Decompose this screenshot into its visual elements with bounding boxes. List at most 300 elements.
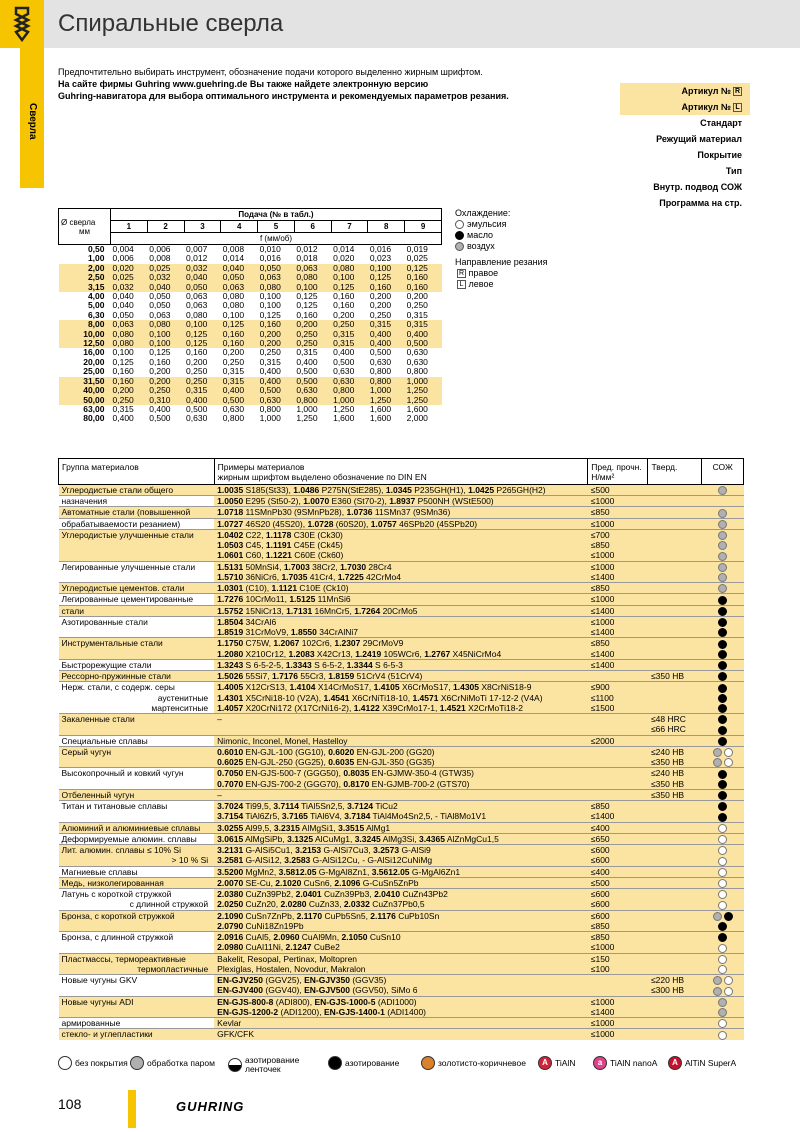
feed-cell: 0,080 <box>147 320 184 329</box>
material-examples: 0.6025 EN-GJL-250 (GG25), 0.6035 EN-GJL-350 (GG35) <box>214 757 588 768</box>
material-examples: EN-GJS-1200-2 (ADI1200), EN-GJS-1400-1 (ADI1400) <box>214 1007 588 1018</box>
feed-cell: 0,050 <box>149 300 171 311</box>
feed-cell: 0,160 <box>296 309 318 320</box>
hardness-cell <box>648 693 702 703</box>
feed-cell: 0,630 <box>369 356 392 367</box>
coolant-cell <box>702 801 744 812</box>
diameter-cell: 25,00 <box>83 366 105 377</box>
feed-cell: 0,100 <box>184 320 221 329</box>
coolant-cell <box>702 855 744 866</box>
hardness-cell <box>648 855 702 866</box>
material-examples: 1.0727 46S20 (45S20), 1.0728 (60S20), 1.0757 46SPb20 (45SPb20) <box>214 518 588 529</box>
feed-cell: 0,080 <box>111 330 148 339</box>
feed-cell: 0,315 <box>222 366 245 377</box>
strength-cell: ≤1000 <box>588 518 648 529</box>
material-group <box>59 550 215 561</box>
feed-cell: 1,000 <box>405 377 442 386</box>
strength-cell: ≤500 <box>588 877 648 888</box>
feed-cell: 0,630 <box>258 396 295 405</box>
diameter-cell: 0,50 <box>87 244 105 254</box>
feed-cell: 1,250 <box>333 403 355 414</box>
diameter-cell: 2,50 <box>59 273 111 282</box>
feed-cell: 0,200 <box>147 377 184 386</box>
table-row <box>59 866 744 877</box>
coolant-cell <box>702 627 744 638</box>
table-row <box>59 496 744 507</box>
feed-cell: 0,040 <box>112 300 134 311</box>
coolant-dot-icon <box>718 857 727 866</box>
intro-text: Предпочтительно выбирать инструмент, обозначение подачи которого выделенно жирным шрифтом. На сайте фирмы Guhring www.guehring.de Вы также найдете электронную версию Guhring-навигатора для выбора оптимального инструмента и рекомендуемых параметров резания. <box>58 67 509 101</box>
coolant-cell <box>702 833 744 844</box>
feed-cell: 0,400 <box>259 366 281 377</box>
coolant-cell <box>702 910 744 921</box>
hardness-cell <box>648 1018 702 1029</box>
coolant-dot-icon <box>718 573 727 582</box>
material-group <box>59 627 215 638</box>
table-row <box>59 561 744 572</box>
feed-cell: 0,100 <box>259 291 281 302</box>
table-row <box>59 889 744 900</box>
feed-cell: 0,160 <box>405 273 442 282</box>
material-examples: 2.0790 CuNi18Zn19Pb <box>214 921 588 932</box>
feed-cell: 0,080 <box>186 309 208 320</box>
diameter-cell: 2,00 <box>59 264 111 273</box>
hardness-cell: ≤350 HB <box>648 757 702 768</box>
table-row <box>59 485 744 496</box>
material-examples: 1.4301 X5CrNi18-10 (V2A), 1.4541 X6CrNiTi18-10, 1.4571 X6CrNiMoTi 17-12-2 (V4A) <box>214 693 588 703</box>
feed-cell: 0,630 <box>294 386 331 395</box>
material-examples: 0.7070 EN-GJS-700-2 (GGG70), 0.8170 EN-GJMB-700-2 (GTS70) <box>214 779 588 790</box>
coating-label: без покрытия <box>75 1057 128 1068</box>
strength-cell <box>588 768 648 779</box>
cooling-air: воздух <box>455 241 548 252</box>
coolant-cell <box>702 975 744 986</box>
feed-cell: 0,040 <box>184 273 221 282</box>
coating-label: TiAlN <box>555 1057 576 1068</box>
coolant-dot-icon <box>718 824 727 833</box>
feed-cell: 0,400 <box>221 386 258 395</box>
material-group: стекло- и углепластики <box>59 1029 215 1040</box>
strength-cell <box>588 724 648 735</box>
coating-legend-item <box>668 1056 736 1070</box>
table-row <box>59 996 744 1007</box>
table-row <box>59 768 744 779</box>
coolant-dot-icon <box>718 802 727 811</box>
coolant-cell <box>702 496 744 507</box>
feed-cell: 0,025 <box>406 253 428 264</box>
material-table <box>58 458 744 1040</box>
legend-item: Программа на стр. <box>659 198 742 208</box>
coolant-cell <box>702 811 744 822</box>
coolant-dot-icon <box>718 563 727 572</box>
cooling-legend: Охлаждение: эмульсия масло воздух Направление резания R правое L левое <box>455 208 548 289</box>
table-row <box>59 627 744 638</box>
drill-logo-icon <box>0 0 44 48</box>
strength-cell: ≤600 <box>588 889 648 900</box>
material-group: Медь, низколегированная <box>59 877 215 888</box>
table-row <box>59 757 744 768</box>
feed-cell: 0,125 <box>296 300 318 311</box>
strength-cell: ≤850 <box>588 540 648 550</box>
diameter-cell: 50,00 <box>59 396 111 405</box>
legend-item: Покрытие <box>697 150 742 160</box>
feed-cell: 0,800 <box>259 403 281 414</box>
diameter-cell: 10,00 <box>59 330 111 339</box>
hardness-cell <box>648 942 702 953</box>
feed-cell: 0,032 <box>147 273 184 282</box>
legend-item: Артикул № R <box>620 83 750 99</box>
hardness-cell <box>648 964 702 975</box>
table-row <box>59 910 744 921</box>
hardness-cell: ≤350 HB <box>648 671 702 682</box>
strength-cell: ≤100 <box>588 964 648 975</box>
direction-right: R правое <box>458 268 499 278</box>
strength-cell: ≤1100 <box>588 693 648 703</box>
feed-cell: 0,160 <box>368 283 405 292</box>
material-examples: 0.6010 EN-GJL-100 (GG10), 0.6020 EN-GJL-200 (GG20) <box>214 746 588 757</box>
feed-cell: 0,500 <box>258 386 295 395</box>
coolant-dot-icon <box>718 552 727 561</box>
table-row <box>59 703 744 714</box>
coating-label: азотирование ленточек <box>245 1055 300 1074</box>
feed-cell: 0,004 <box>112 244 134 254</box>
strength-cell: ≤650 <box>588 833 648 844</box>
feed-cell: 0,125 <box>149 347 171 358</box>
direction-box-icon: R <box>734 88 741 96</box>
feed-cell: 0,400 <box>184 396 221 405</box>
coating-label: золотисто-коричневое <box>438 1057 526 1068</box>
diameter-cell: 8,00 <box>59 320 111 329</box>
feed-cell: 0,160 <box>221 339 258 348</box>
feed-cell: 0,063 <box>111 320 148 329</box>
diameter-cell: 4,00 <box>87 291 105 302</box>
material-examples: 3.0615 AlMgSiPb, 3.1325 AlCuMg1, 3.3245 AlMg3Si, 3.4365 AlZnMgCu1,5 <box>214 833 588 844</box>
coolant-dot-icon <box>713 976 722 985</box>
feed-cell: 0,315 <box>184 386 221 395</box>
air-dot-icon <box>455 242 464 251</box>
feed-cell: 2,000 <box>406 413 428 424</box>
material-group: Отбеленный чугун <box>59 789 215 800</box>
coolant-dot-icon <box>718 726 727 735</box>
material-group <box>59 649 215 660</box>
coolant-dot-icon <box>718 868 727 877</box>
right-box-icon: R <box>458 270 465 278</box>
coolant-cell <box>702 932 744 943</box>
page-number: 108 <box>58 1096 82 1112</box>
coolant-cell <box>702 724 744 735</box>
feed-cell: 0,012 <box>186 253 208 264</box>
strength-cell: ≤1400 <box>588 1007 648 1018</box>
strength-cell <box>588 746 648 757</box>
strength-cell <box>588 985 648 996</box>
feed-cell: 0,032 <box>111 283 148 292</box>
legend-item: Тип <box>725 166 742 176</box>
feed-cell: 0,006 <box>149 244 171 254</box>
table-row <box>59 518 744 529</box>
page-title: Спиральные сверла <box>58 10 284 37</box>
material-group: Деформируемые алюмин. сплавы <box>59 833 215 844</box>
hardness-header: Тверд. <box>648 459 702 485</box>
material-group <box>59 811 215 822</box>
table-row <box>59 594 744 605</box>
hardness-cell <box>648 703 702 714</box>
material-examples: 2.0070 SE-Cu, 2.1020 CuSn6, 2.1096 G-CuSn5ZnPb <box>214 877 588 888</box>
feed-cell: 1,600 <box>406 403 428 414</box>
feed-cell: 0,014 <box>222 253 245 264</box>
material-examples: 1.5752 15NiCr13, 1.7131 16MnCr5, 1.7264 20CrMo5 <box>214 605 588 616</box>
strength-cell: ≤850 <box>588 583 648 594</box>
feed-cell: 0,080 <box>222 291 245 302</box>
material-examples: Nimonic, Inconel, Monel, Hastelloy <box>214 735 588 746</box>
material-examples: 1.5710 36NiCr6, 1.7035 41Cr4, 1.7225 42CrMo4 <box>214 572 588 583</box>
hardness-cell <box>648 932 702 943</box>
direction-left: L левое <box>455 279 548 290</box>
strength-cell: ≤1000 <box>588 942 648 953</box>
material-examples: 3.2131 G-AlSi5Cu1, 3.2153 G-AlSi7Cu3, 3.2573 G-AlSi9 <box>214 845 588 856</box>
material-group: Бронза, с короткой стружкой <box>59 910 215 921</box>
feed-cell: 0,010 <box>259 244 281 254</box>
coolant-cell <box>702 889 744 900</box>
coolant-cell <box>702 507 744 518</box>
table-row <box>59 572 744 583</box>
coolant-cell <box>702 659 744 670</box>
feed-cell: 0,250 <box>369 309 392 320</box>
feed-cell: 0,100 <box>331 273 368 282</box>
coolant-dot-icon <box>724 976 733 985</box>
coolant-dot-icon <box>718 541 727 550</box>
oil-dot-icon <box>455 231 464 240</box>
feed-cell: 0,250 <box>331 320 368 329</box>
coolant-cell <box>702 779 744 790</box>
feed-cell: 0,006 <box>112 253 134 264</box>
feed-cell: 0,500 <box>333 356 355 367</box>
feed-cell: 0,100 <box>259 300 281 311</box>
material-examples: 3.0255 Al99,5, 3.2315 AlMgSi1, 3.3515 AlMg1 <box>214 822 588 833</box>
feed-col-header: 5 <box>258 221 295 233</box>
legend-item: Режущий материал <box>656 134 742 144</box>
table-row <box>59 921 744 932</box>
coolant-cell <box>702 1007 744 1018</box>
hardness-cell <box>648 910 702 921</box>
material-group: аустенитные <box>157 692 209 703</box>
feed-cell: 0,125 <box>296 291 318 302</box>
material-examples: EN-GJS-800-8 (ADI800), EN-GJS-1000-5 (ADI1000) <box>214 996 588 1007</box>
feed-cell: 0,250 <box>259 347 281 358</box>
feed-cell: 0,125 <box>259 309 281 320</box>
feed-cell: 0,800 <box>331 386 368 395</box>
material-group <box>59 779 215 790</box>
feed-cell: 0,160 <box>333 300 355 311</box>
material-examples: 1.3243 S 6-5-2-5, 1.3343 S 6-5-2, 1.3344 S 6-5-3 <box>214 659 588 670</box>
feed-cell: 0,800 <box>222 413 245 424</box>
hardness-cell <box>648 572 702 583</box>
feed-cell: 0,050 <box>221 273 258 282</box>
hardness-cell <box>648 1007 702 1018</box>
material-group <box>59 757 215 768</box>
material-group <box>59 572 215 583</box>
strength-cell: ≤2000 <box>588 735 648 746</box>
material-group: Инструментальные стали <box>59 638 215 649</box>
feed-col-header: 7 <box>331 221 368 233</box>
coating-legend-item <box>421 1056 526 1070</box>
feed-cell: 1,250 <box>296 413 318 424</box>
table-row <box>59 507 744 518</box>
strength-cell: ≤850 <box>588 638 648 649</box>
coolant-cell <box>702 703 744 714</box>
strength-cell: ≤1400 <box>588 811 648 822</box>
material-group: Алюминий и алюминиевые сплавы <box>59 822 215 833</box>
coolant-dot-icon <box>718 901 727 910</box>
material-examples: – <box>214 714 588 725</box>
material-group: Нерж. стали, с содерж. серы <box>59 682 215 693</box>
coolant-dot-icon <box>724 912 733 921</box>
hardness-cell <box>648 583 702 594</box>
feed-cell: 0,200 <box>149 366 171 377</box>
feed-cell: 0,080 <box>222 300 245 311</box>
material-examples: EN-GJV250 (GGV25), EN-GJV350 (GGV35) <box>214 975 588 986</box>
material-group <box>59 1007 215 1018</box>
hardness-cell: ≤240 HB <box>648 768 702 779</box>
table-row <box>59 414 442 423</box>
diameter-cell: 80,00 <box>83 413 105 424</box>
material-group: Пластмассы, термореактивные <box>59 953 215 964</box>
coolant-cell <box>702 605 744 616</box>
feed-cell: 0,630 <box>186 413 208 424</box>
coating-label: TiAlN nanoA <box>610 1057 658 1068</box>
material-examples: Bakelit, Resopal, Pertinax, Moltopren <box>214 953 588 964</box>
material-examples: 2.0980 CuAl11Ni, 2.1247 CuBe2 <box>214 942 588 953</box>
material-examples: 1.5026 55Si7, 1.7176 55Cr3, 1.8159 51CrV4 (51CrV4) <box>214 671 588 682</box>
table-row <box>59 779 744 790</box>
feed-cell: 0,400 <box>112 413 134 424</box>
table-row <box>59 942 744 953</box>
brand-logo: GUHRING <box>176 1099 245 1114</box>
feed-cell: 0,063 <box>221 283 258 292</box>
diameter-cell: 6,30 <box>87 309 105 320</box>
feed-cell: 0,630 <box>222 403 245 414</box>
coolant-cell <box>702 757 744 768</box>
strength-cell: ≤1000 <box>588 616 648 627</box>
feed-col-header: 1 <box>111 221 148 233</box>
coolant-dot-icon <box>718 998 727 1007</box>
coolant-dot-icon <box>718 846 727 855</box>
coolant-dot-icon <box>718 715 727 724</box>
material-examples: 2.1090 CuSn7ZnPb, 2.1170 CuPb5Sn5, 2.1176 CuPb10Sn <box>214 910 588 921</box>
coating-label: обработка паром <box>147 1057 215 1068</box>
coating-icon: A <box>538 1056 552 1070</box>
coolant-dot-icon <box>713 912 722 921</box>
coating-legend-item <box>328 1056 399 1070</box>
coolant-cell <box>702 529 744 540</box>
hardness-cell: ≤48 HRC <box>648 714 702 725</box>
feed-cell: 0,012 <box>296 244 318 254</box>
feed-cell: 0,040 <box>221 264 258 273</box>
coolant-dot-icon <box>718 933 727 942</box>
table-row <box>59 693 744 703</box>
feed-cell: 0,200 <box>369 300 392 311</box>
feed-cell: 1,250 <box>368 396 405 405</box>
feed-col-header: 9 <box>405 221 442 233</box>
table-row <box>59 855 744 866</box>
coating-legend <box>58 1056 744 1078</box>
coolant-cell <box>702 877 744 888</box>
feed-cell: 0,630 <box>331 377 368 386</box>
coolant-dot-icon <box>718 944 727 953</box>
strength-cell: ≤1400 <box>588 572 648 583</box>
coolant-cell <box>702 693 744 703</box>
hardness-cell <box>648 627 702 638</box>
strength-cell <box>588 789 648 800</box>
feed-cell: 0,023 <box>369 253 392 264</box>
hardness-cell <box>648 649 702 660</box>
feed-cell: 0,160 <box>186 347 208 358</box>
material-examples: 1.8519 31CrMoV9, 1.8550 34CrAlNi7 <box>214 627 588 638</box>
hardness-cell <box>648 594 702 605</box>
diameter-cell: 63,00 <box>83 403 105 414</box>
coating-icon <box>421 1056 435 1070</box>
coating-legend-item <box>228 1056 299 1074</box>
feed-cell: 0,500 <box>186 403 208 414</box>
material-group: Углеродистые стали общего <box>59 485 215 496</box>
feed-cell: 0,063 <box>258 273 295 282</box>
coolant-cell <box>702 594 744 605</box>
material-group: термопластичные <box>59 964 215 975</box>
feed-cell: 1,250 <box>405 396 442 405</box>
material-examples: 1.0718 11SMnPb30 (9SMnPb28), 1.0736 11SMn37 (9SMn36) <box>214 507 588 518</box>
feed-cell: 0,040 <box>147 283 184 292</box>
feed-cell: 0,200 <box>186 356 208 367</box>
strength-header: Пред. прочн. Н/мм² <box>588 459 648 485</box>
page-header <box>0 0 800 48</box>
material-group: Легированные улучшенные стали <box>59 561 215 572</box>
feed-cell: 0,018 <box>296 253 318 264</box>
feed-cell: 0,800 <box>406 366 428 377</box>
material-examples: 1.0035 S185(St33), 1.0486 P275N(StE285), 1.0345 P235GH(H1), 1.0425 P265GH(H2) <box>214 485 588 496</box>
coolant-cell <box>702 789 744 800</box>
material-group: Серый чугун <box>59 746 215 757</box>
hardness-cell <box>648 550 702 561</box>
feed-cell: 0,050 <box>112 309 134 320</box>
feed-cell: 1,000 <box>368 386 405 395</box>
feed-cell: 0,250 <box>147 386 184 395</box>
material-examples <box>214 724 588 735</box>
material-group: обрабатываемости резанием) <box>59 518 215 529</box>
coolant-cell <box>702 964 744 975</box>
feed-cell: 0,250 <box>222 356 245 367</box>
coolant-dot-icon <box>718 607 727 616</box>
feed-col-header: 2 <box>147 221 184 233</box>
feed-cell: 1,600 <box>369 413 392 424</box>
hardness-cell <box>648 811 702 822</box>
feed-cell: 0,080 <box>331 264 368 273</box>
footer-accent-bar <box>128 1090 136 1128</box>
coolant-dot-icon <box>718 618 727 627</box>
feed-cell: 0,125 <box>112 356 134 367</box>
material-group: армированные <box>59 1018 215 1029</box>
coolant-dot-icon <box>718 737 727 746</box>
feed-cell: 0,315 <box>331 339 368 348</box>
table-row <box>59 1018 744 1029</box>
feed-cell: 0,032 <box>184 264 221 273</box>
coolant-dot-icon <box>718 955 727 964</box>
material-group: Азотированные стали <box>59 616 215 627</box>
feed-cell: 0,125 <box>184 330 221 339</box>
coolant-cell <box>702 921 744 932</box>
strength-cell: ≤900 <box>588 682 648 693</box>
material-group: Рессорно-пружинные стали <box>59 671 215 682</box>
table-row <box>59 605 744 616</box>
feed-cell: 0,500 <box>296 366 318 377</box>
